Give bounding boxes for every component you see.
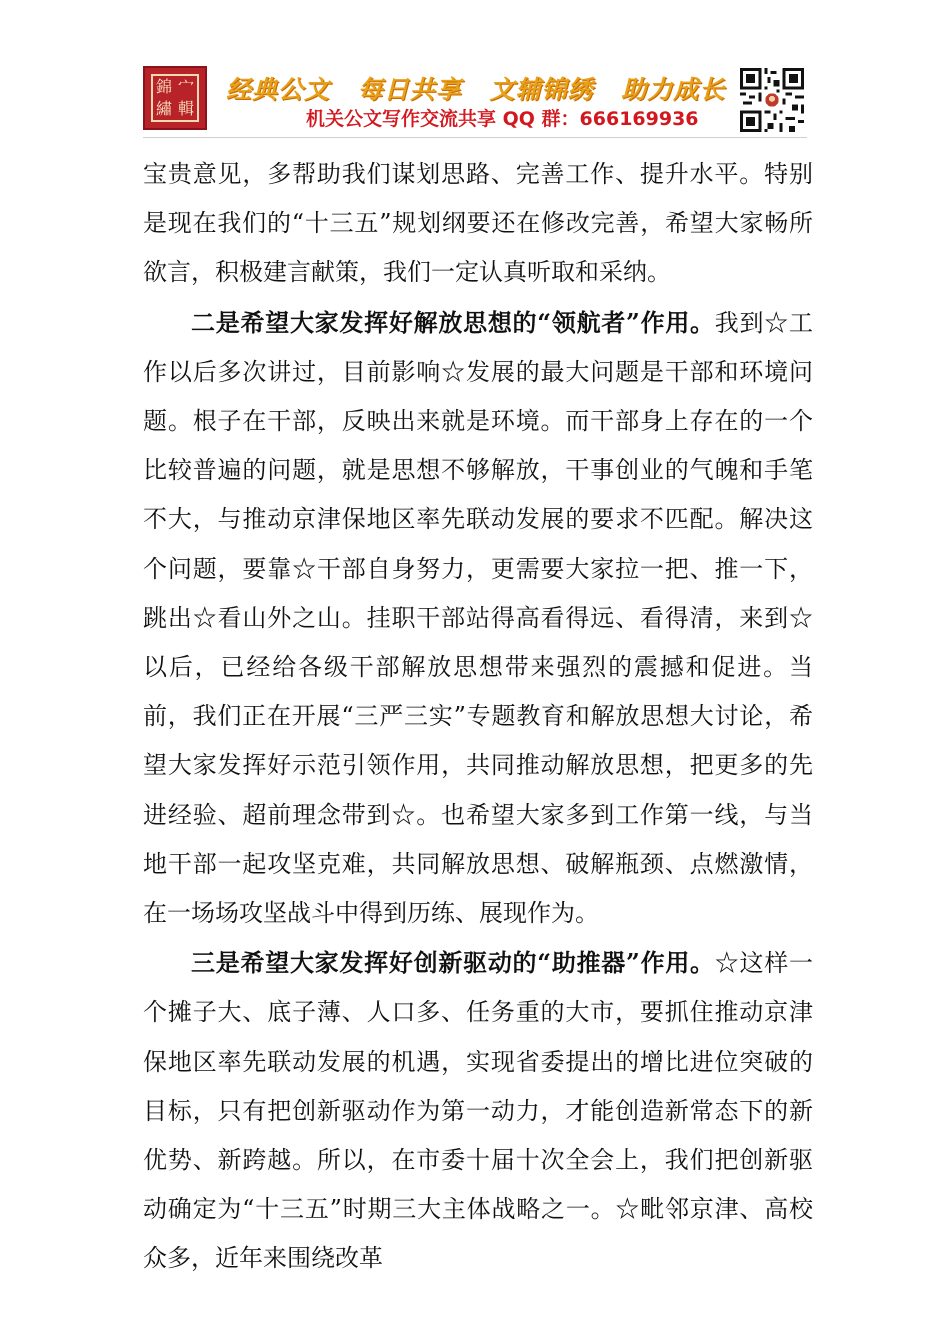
qq-group-line: 机关公文写作交流共享 QQ 群：666169936: [306, 108, 699, 130]
logo-char: 錦: [155, 77, 172, 96]
header-slogan: [226, 70, 726, 106]
page-header: [0, 0, 950, 140]
logo-char: 宀: [177, 77, 194, 96]
paragraph: [143, 298, 813, 939]
header-divider: [143, 137, 807, 138]
logo: [143, 66, 207, 130]
slogan-part: 文辅锦绣: [489, 75, 594, 104]
paragraph-text: ☆这样一个摊子大、底子薄、人口多、任务重的大市，要抓住推动京津保地区率先联动发展的机遇，实现省委提出的增比进位突破的目标，只有把创新驱动作为第一动力，才能创造新常态下的新优势、新跨越。所以，在市委十届十次全会上，我们把创新驱动确定为“十三五”时期三大主体战略之一。☆毗邻京津、高校众多，近年来围绕改革: [143, 949, 814, 1273]
logo-char: 輯: [177, 99, 194, 118]
document-body: [143, 150, 813, 1284]
slogan-part: 助力成长: [621, 75, 726, 104]
paragraph-continued: 宝贵意见，多帮助我们谋划思路、完善工作、提升水平。特别是现在我们的“十三五”规划纲要还在修改完善，希望大家畅所欲言，积极建言献策，我们一定认真听取和采纳。: [143, 160, 813, 287]
paragraph-lead: 三是希望大家发挥好创新驱动的“助推器”作用。: [191, 948, 715, 978]
paragraph-text: 我到☆工作以后多次讲过，目前影响☆发展的最大问题是干部和环境问题。根子在干部，反映出来就是环境。而干部身上存在的一个比较普遍的问题，就是思想不够解放，干事创业的气魄和手笔不大，与推动京津保地区率先联动发展的要求不匹配。解决这个问题，要靠☆干部自身努力，更需要大家拉一把、推一下，跳出☆看山外之山。挂职干部站得高看得远、看得清，来到☆以后，已经给各级干部解放思想带来强烈的震撼和促进。当前，我们正在开展“三严三实”专题教育和解放思想大讨论，希望大家发挥好示范引领作用，共同推动解放思想，把更多的先进经验、超前理念带到☆。也希望大家多到工作第一线，与当地干部一起攻坚克难，共同解放思想、破解瓶颈、点燃激情，在一场场攻坚战斗中得到历练、展现作为。: [143, 308, 814, 928]
paragraph-lead: 二是希望大家发挥好解放思想的“领航者”作用。: [191, 307, 715, 337]
slogan-part: 每日共享: [357, 75, 462, 104]
logo-seal: [151, 74, 199, 122]
paragraph: [143, 938, 813, 1283]
slogan-part: 经典公文: [226, 75, 331, 104]
logo-char: 繡: [155, 99, 172, 118]
qr-code-icon: [740, 68, 804, 132]
